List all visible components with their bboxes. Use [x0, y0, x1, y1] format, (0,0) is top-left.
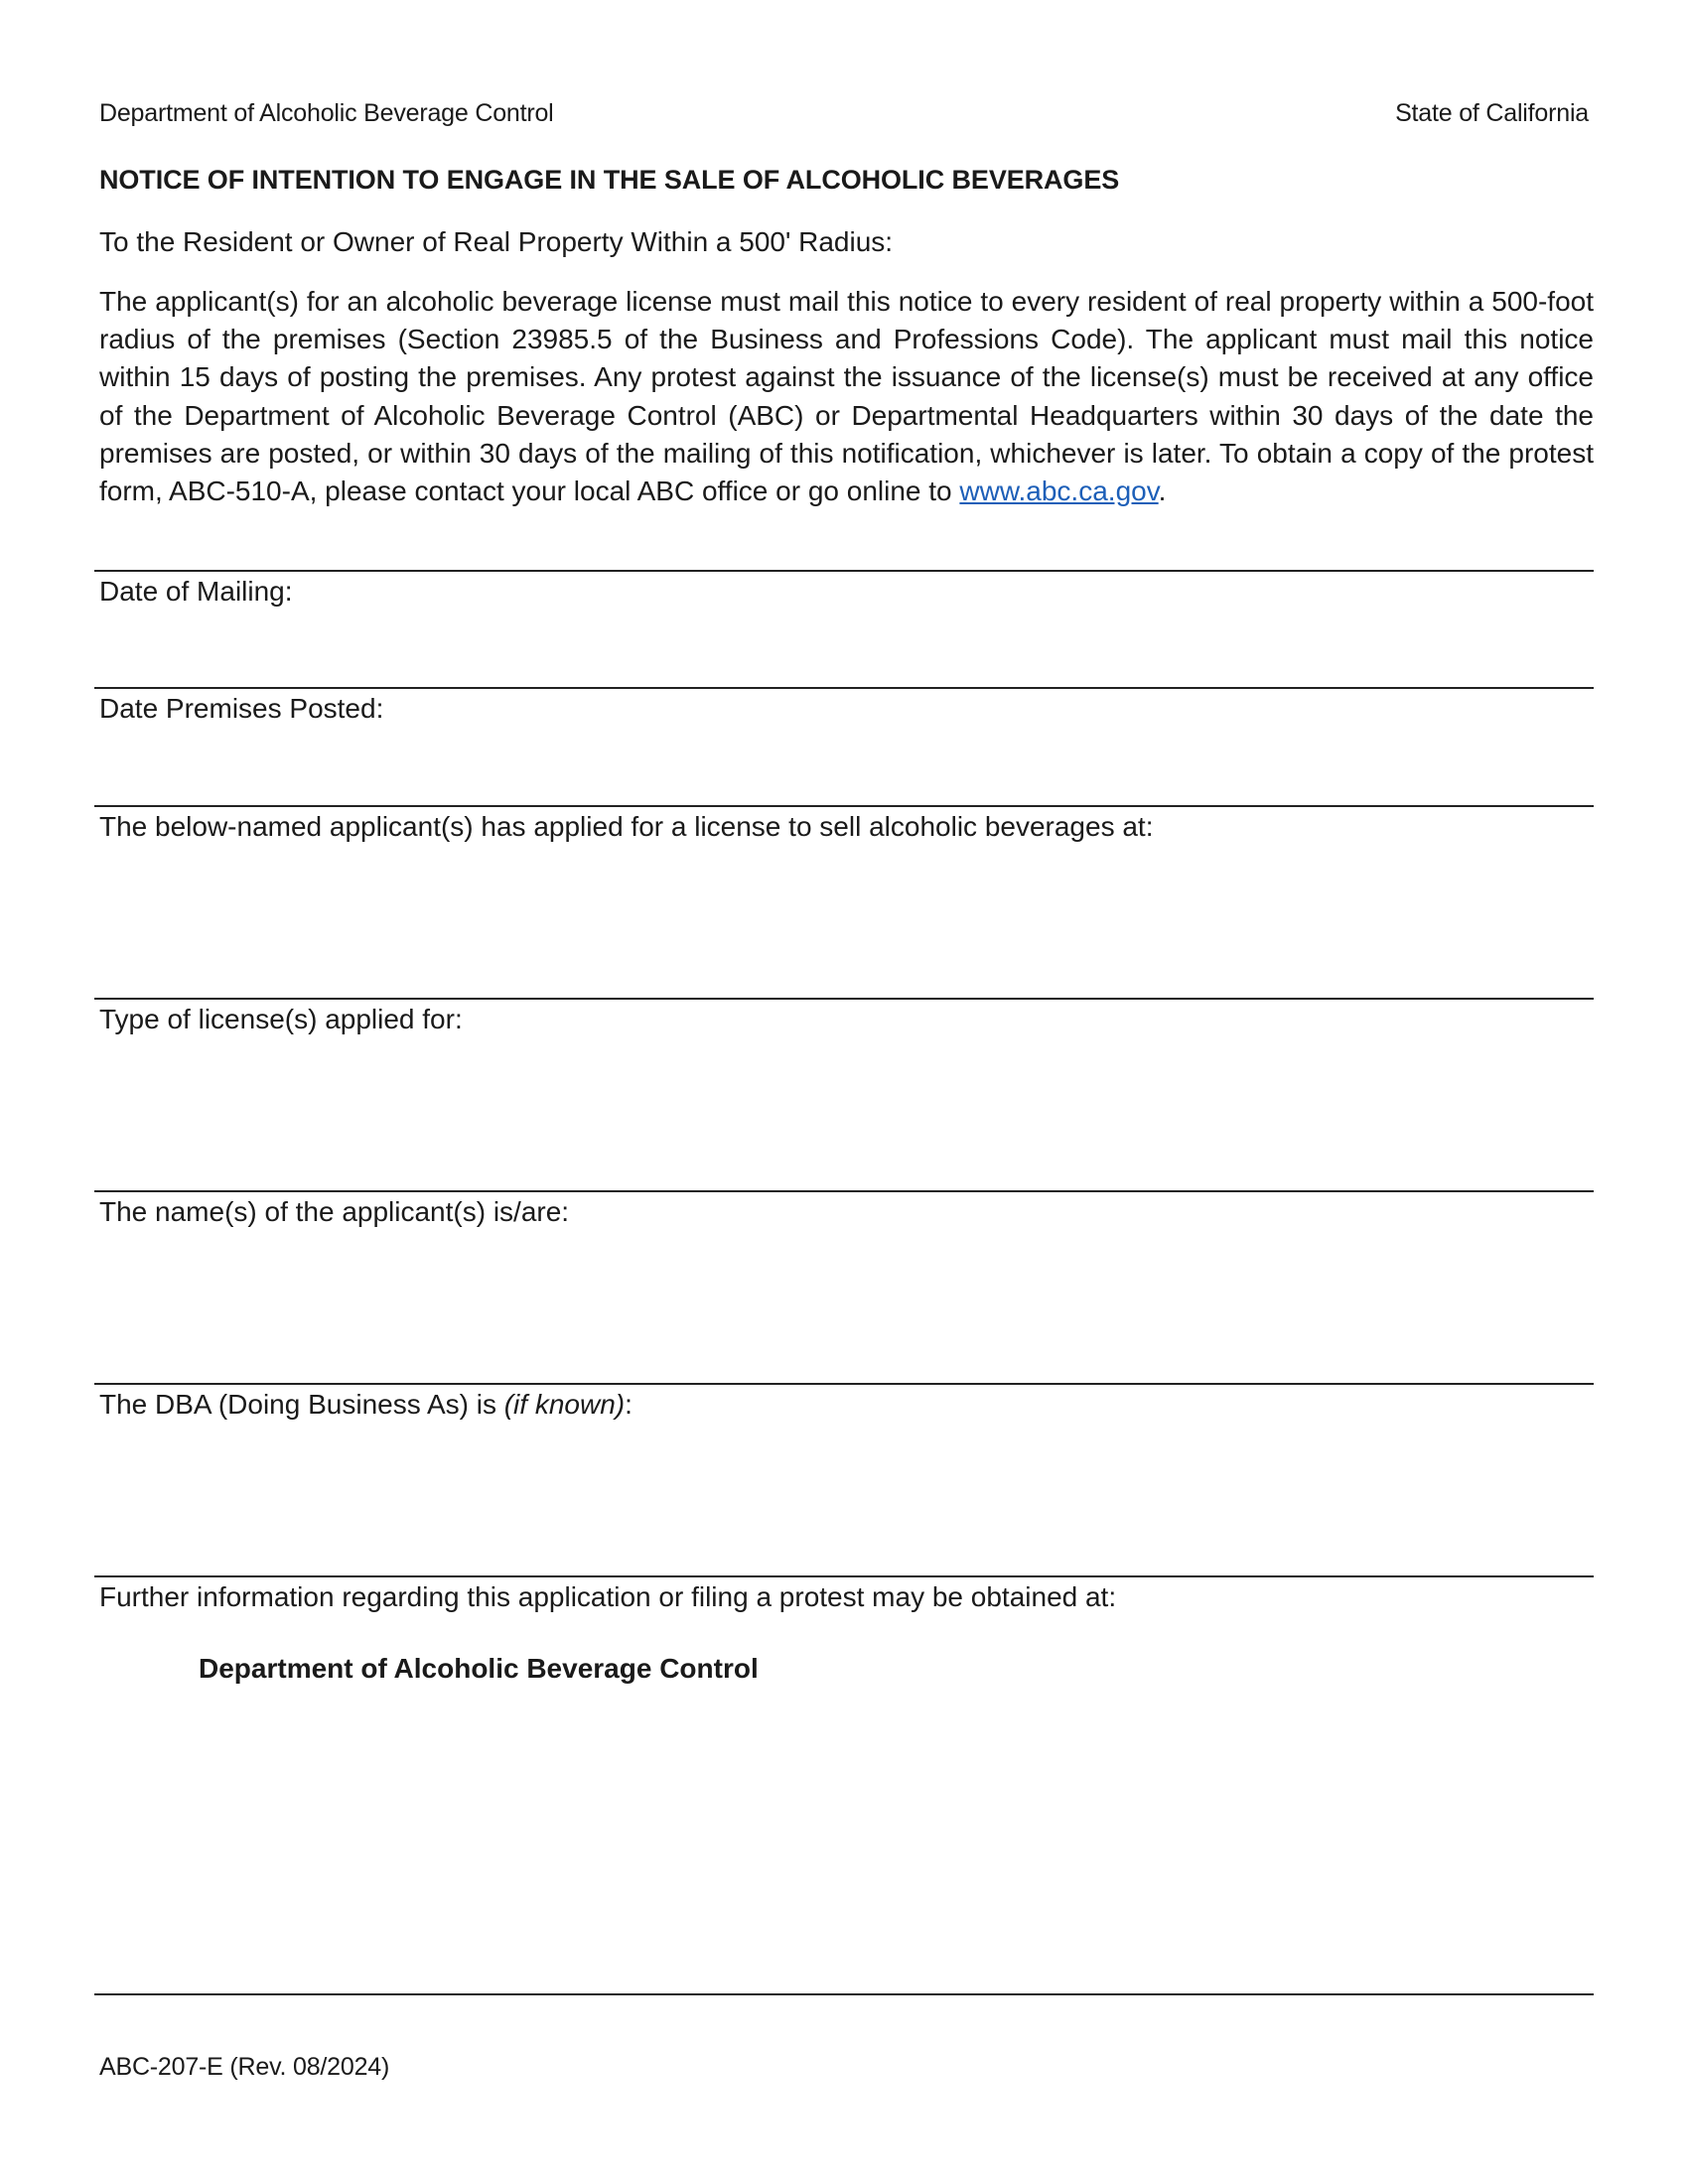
intro-paragraph [99, 283, 1594, 510]
intro-end: . [1158, 476, 1167, 507]
premises-label: The below-named applicant(s) has applied for a license to sell alcoholic beverages at: [99, 811, 1154, 842]
divider [94, 805, 1594, 807]
header-agency: Department of Alcoholic Beverage Control [99, 99, 554, 127]
form-title: NOTICE OF INTENTION TO ENGAGE IN THE SALE OF ALCOHOLIC BEVERAGES [99, 165, 1120, 195]
divider [94, 687, 1594, 689]
date-of-mailing-label: Date of Mailing: [99, 576, 293, 607]
dba-suffix: : [625, 1389, 633, 1420]
divider [94, 1575, 1594, 1577]
divider [94, 570, 1594, 572]
divider [94, 1993, 1594, 1995]
abc-website-link[interactable]: www.abc.ca.gov [959, 476, 1159, 507]
dba-prefix: The DBA (Doing Business As) is [99, 1389, 504, 1420]
header-state: State of California [1395, 99, 1589, 127]
further-info-label: Further information regarding this application or filing a protest may be obtained at: [99, 1581, 1117, 1612]
form-number: ABC-207-E (Rev. 08/2024) [99, 2053, 390, 2081]
intro-text: The applicant(s) for an alcoholic beverage license must mail this notice to every resident of real property within a 500-foot radius of the premises (Section 23985.5 of the Business and Professions Code). The applicant must mail this notice within 15 days of posting the premises. Any protest against the issuance of the license(s) must be received at any office of the Department of Alcoholic Beverage Control (ABC) or Departmental Headquarters within 30 days of the date the premises are posted, or within 30 days of the mailing of this notification, whichever is later. To obtain a copy of the protest form, ABC-510-A, please contact your local ABC office or go online to [99, 286, 1594, 507]
date-posted-label: Date Premises Posted: [99, 693, 384, 724]
divider [94, 1383, 1594, 1385]
office-name: Department of Alcoholic Beverage Control [199, 1653, 759, 1684]
applicant-names-label: The name(s) of the applicant(s) is/are: [99, 1196, 570, 1227]
dba-label [99, 1389, 633, 1421]
dba-if-known: (if known) [503, 1389, 626, 1420]
divider [94, 1190, 1594, 1192]
license-type-label: Type of license(s) applied for: [99, 1004, 463, 1034]
divider [94, 998, 1594, 1000]
greeting: To the Resident or Owner of Real Property Within a 500' Radius: [99, 226, 894, 257]
